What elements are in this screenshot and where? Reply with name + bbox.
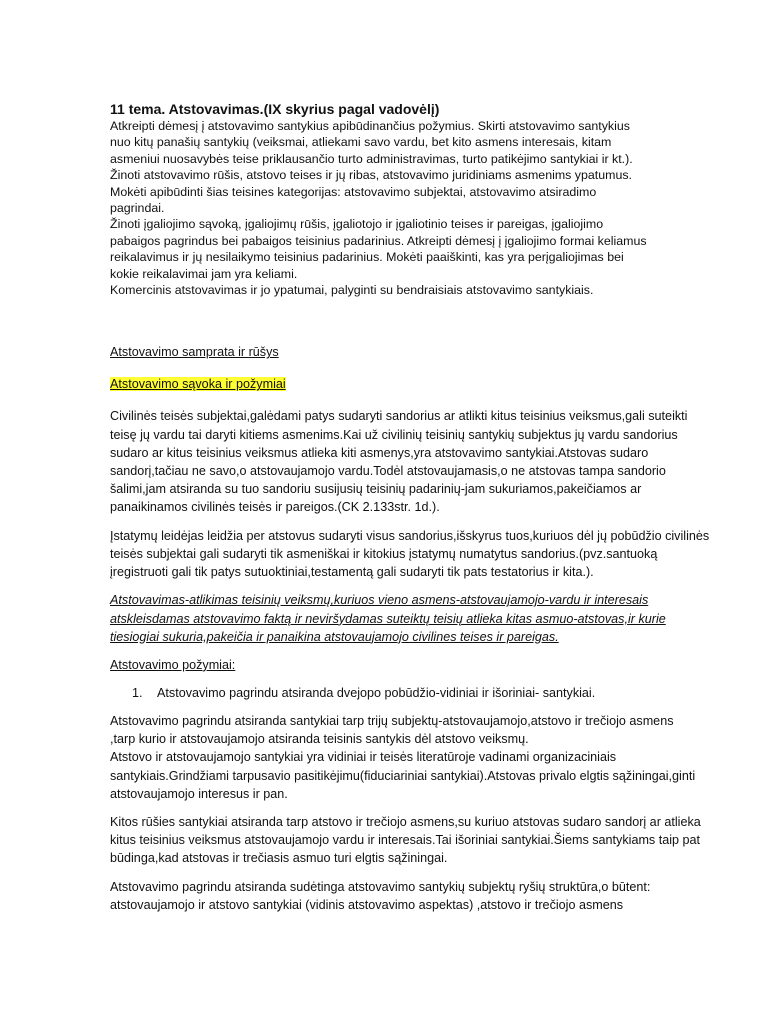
- paragraph-line: Atstovavimo pagrindu atsiranda sudėtinga atstovavimo santykių subjektų ryšių struktūra,o būtent:: [110, 879, 651, 894]
- paragraph-line: sudaro ar kitus teisinius veiksmus atlieka kiti asmenys,yra atstovavimo santykiai.Atstovas sudaro: [110, 445, 649, 460]
- paragraph-intro: [110, 407, 735, 516]
- features-heading: Atstovavimo požymiai:: [110, 657, 236, 672]
- section-heading: Atstovavimo samprata ir rūšys: [110, 345, 279, 360]
- paragraph-structure: [110, 878, 735, 914]
- paragraph-line: ,tarp kurio ir atstovaujamojo atsiranda teisinis santykis dėl atstovo veiksmų.: [110, 732, 529, 747]
- paragraph-line: būdinga,kad atstovas ir trečiasis asmuo turi elgtis sąžiningai.: [110, 851, 448, 866]
- paragraph-line: santykiais.Grindžiami tarpusavio pasitikėjimu(fiduciariniai santykiai).Atstovas privalo elgtis sąžiningai,ginti: [110, 768, 696, 783]
- paragraph-line: Atstovavimo pagrindu atsiranda santykiai tarp trijų subjektų-atstovaujamojo,atstovo ir trečiojo asmens: [110, 713, 674, 728]
- intro-line: Komercinis atstovavimas ir jo ypatumai, palyginti su bendraisiais atstovavimo santykiais.: [110, 283, 594, 298]
- list-item-number: 1.: [132, 685, 143, 700]
- paragraph-line: atstovaujamojo interesus ir pan.: [110, 786, 288, 801]
- paragraph-relations: [110, 712, 735, 803]
- document-body: [110, 100, 735, 914]
- list-item: [110, 684, 735, 702]
- paragraph-line: Atstovo ir atstovaujamojo santykiai yra vidiniai ir teisės literatūroje vadinami organizaciniais: [110, 750, 617, 765]
- paragraph-line: šalimi,jam atsiranda su tuo sandoriu susijusių teisinių padarinių-jam sukuriamos,pakeičiamos ar: [110, 482, 642, 497]
- paragraph-line: Kitos rūšies santykiai atsiranda tarp atstovo ir trečiojo asmens,su kuriuo atstovas sudaro sandorį ar atlieka: [110, 814, 701, 829]
- definition-line: tiesiogiai sukuria,pakeičia ir panaikina atstovaujamojo civilines teises ir pareigas.: [110, 629, 559, 644]
- intro-line: pagrindai.: [110, 201, 165, 216]
- intro-line: asmeniui nuosavybės teise priklausančio turto administravimas, turto patikėjimo santykiai ir kt.).: [110, 151, 633, 166]
- subsection-heading: Atstovavimo sąvoka ir požymiai: [110, 377, 286, 392]
- intro-line: nuo kitų panašių santykių (veiksmai, atliekami savo vardu, bet kito asmens interesais, kitam: [110, 135, 612, 150]
- paragraph-line: panaikinamos civilinės teisės ir pareigos.(CK 2.133str. 1d.).: [110, 500, 440, 515]
- paragraph-line: atstovaujamojo ir atstovo santykiai (vidinis atstovavimo aspektas) ,atstovo ir trečiojo asmens: [110, 897, 624, 912]
- intro-line: kokie reikalavimai jam yra keliami.: [110, 266, 298, 281]
- paragraph-external-relations: [110, 813, 735, 868]
- paragraph-line: kitus teisinius veiksmus atstovaujamojo vardu ir interesais.Tai išoriniai santykiai.Šiems santykiams taip pat: [110, 833, 701, 848]
- intro-line: reikalavimus ir jų nesilaikymo teisinius padarinius. Mokėti paaiškinti, kas yra perįgaliojimas bei: [110, 250, 624, 265]
- intro-text: [110, 118, 735, 298]
- intro-line: Žinoti atstovavimo rūšis, atstovo teises ir jų ribas, atstovavimo juridiniams asmenims ypatumus.: [110, 168, 632, 183]
- document-title: 11 tema. Atstovavimas.(IX skyrius pagal vadovėlį): [110, 101, 440, 117]
- paragraph-line: teisę jų vardu tai daryti kitiems asmenims.Kai už civilinių teisinių santykių subjektus jų vardu sandorius: [110, 427, 678, 442]
- intro-line: Žinoti įgaliojimo sąvoką, įgaliojimų rūšis, įgaliotojo ir įgaliotinio teises ir pareigas, įgaliojimo: [110, 217, 604, 232]
- intro-line: Atkreipti dėmesį į atstovavimo santykius apibūdinančius požymius. Skirti atstovavimo santykius: [110, 119, 630, 133]
- paragraph-line: sandorį,tačiau ne savo,o atstovaujamojo vardu.Todėl atstovaujamasis,o ne atstovas tampa sandorio: [110, 464, 666, 479]
- intro-line: pabaigos pagrindus bei pabaigos teisinius padarinius. Atkreipti dėmesį į įgaliojimo formai keliamus: [110, 233, 647, 248]
- list-item-text: Atstovavimo pagrindu atsiranda dvejopo pobūdžio-vidiniai ir išoriniai- santykiai.: [157, 685, 596, 700]
- intro-line: Mokėti apibūdinti šias teisines kategorijas: atstovavimo subjektai, atstovavimo atsiradimo: [110, 184, 597, 199]
- paragraph-line: įregistruoti gali tik patys sutuoktiniai,testamentą gali sudaryti tik pats testatorius ir kita.).: [110, 565, 594, 580]
- subsection-heading-wrapper: [110, 375, 735, 393]
- paragraph-line: Civilinės teisės subjektai,galėdami patys sudaryti sandorius ar atlikti kitus teisinius veiksmus,gali suteikti: [110, 409, 688, 424]
- paragraph-legislator: [110, 527, 735, 582]
- definition-paragraph: [110, 591, 735, 646]
- paragraph-line: Įstatymų leidėjas leidžia per atstovus sudaryti visus sandorius,išskyrus tuos,kuriuos dėl jų pobūdžio civilinės: [110, 528, 710, 543]
- paragraph-line: teisės subjektai gali sudaryti tik asmeniškai ir kitokius įstatymų numatytus sandorius.(pvz.santuoką: [110, 546, 658, 561]
- definition-line: atskleisdamas atstovavimo faktą ir neviršydamas suteiktų teisių atlieka kitas asmuo-atstovas,ir kurie: [110, 611, 666, 626]
- definition-line: Atstovavimas-atlikimas teisinių veiksmų,kuriuos vieno asmens-atstovaujamojo-vardu ir interesais: [110, 593, 649, 608]
